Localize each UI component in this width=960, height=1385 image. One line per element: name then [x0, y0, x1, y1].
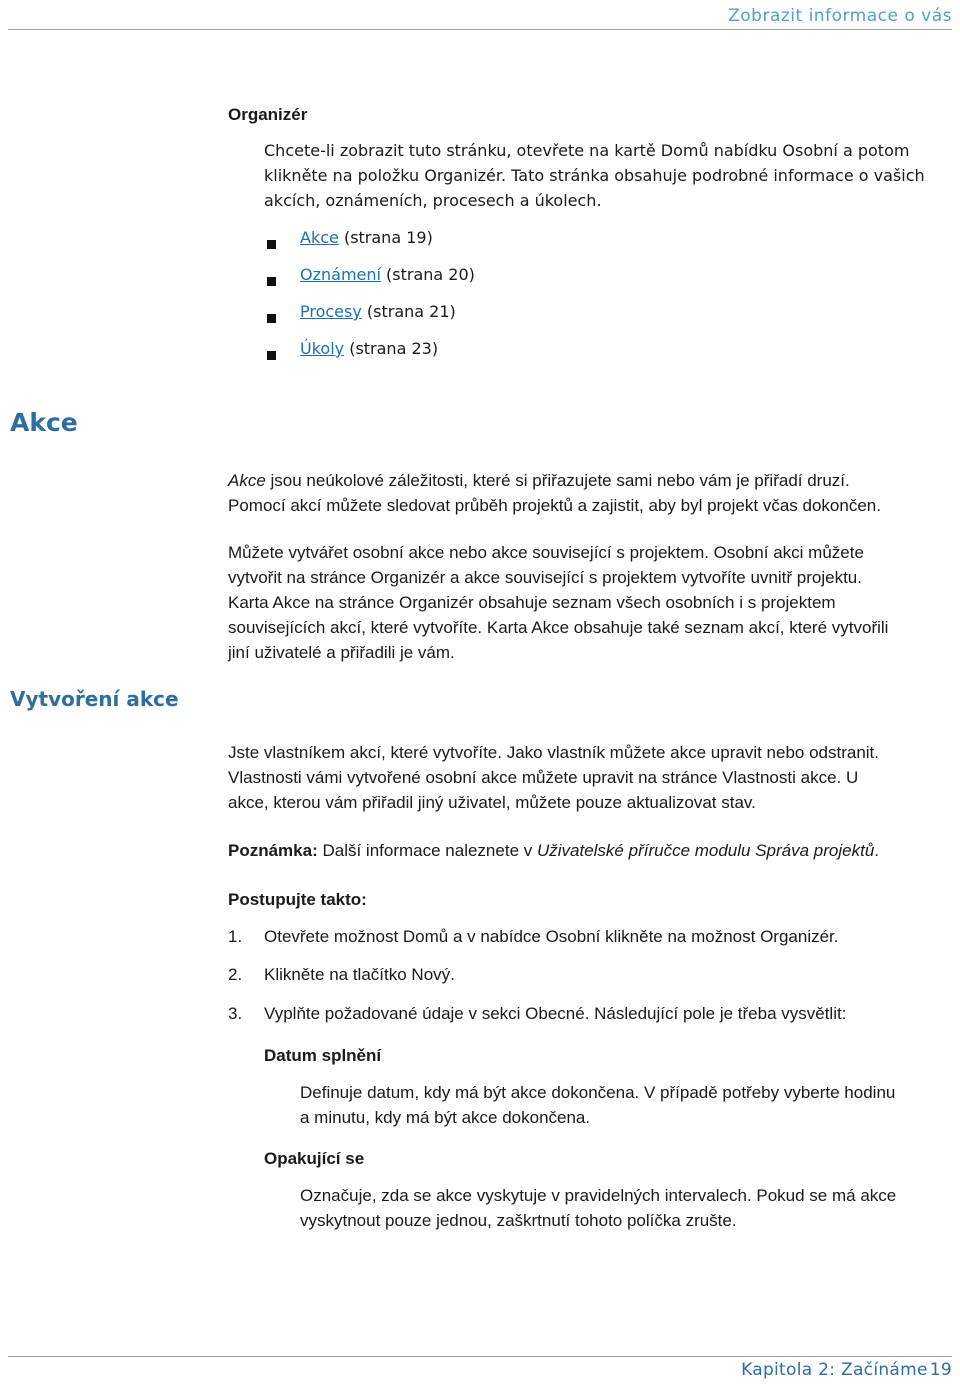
field-name-datum-splneni: Datum splnění — [264, 1046, 382, 1065]
running-header: Zobrazit informace o vás — [728, 6, 952, 26]
step-text: Vyplňte požadované údaje v sekci Obecné. Následující pole je třeba vysvětlit: — [264, 1004, 847, 1023]
field-description: Označuje, zda se akce vyskytuje v pravidelných intervalech. Pokud se má akce vyskytnout pouze jednou, zaškrtnutí tohoto políčka zrušte. — [300, 1186, 897, 1230]
list-item — [300, 225, 433, 250]
bullet-icon — [267, 240, 276, 249]
page-ref: (strana 23) — [344, 339, 439, 358]
page-ref: (strana 19) — [338, 228, 433, 247]
list-item — [300, 336, 438, 361]
akce-paragraph-2: Můžete vytvářet osobní akce nebo akce související s projektem. Osobní akci můžete vytvořit na stránce Organizér a akce související s projektem vytvoříte uvnitř projektu. Karta Akce na stránce Organizér obsahuje seznam všech osobních i s projektem souvisejících akcí, které vytvoříte. Karta Akce obsahuje také seznam akcí, které vytvořili jiní uživatelé a přiřadili je vám. — [228, 543, 889, 662]
bullet-icon — [267, 277, 276, 286]
intro-line: akcích, oznámeních, procesech a úkolech. — [264, 191, 602, 210]
link-ukoly[interactable]: Úkoly — [300, 339, 345, 358]
field-name-opakujici-se: Opakující se — [264, 1149, 365, 1168]
vytvoreni-heading: Vytvoření akce — [10, 687, 179, 711]
term-akce: Akce — [228, 471, 266, 490]
step-number: 2. — [228, 965, 243, 984]
chapter-title: Kapitola 2: Začínáme — [741, 1360, 928, 1380]
akce-heading: Akce — [10, 408, 78, 437]
link-oznameni[interactable]: Oznámení — [300, 265, 381, 284]
bullet-icon — [267, 314, 276, 323]
organizer-intro — [264, 138, 954, 213]
step-number: 1. — [228, 927, 243, 946]
step-number: 3. — [228, 1004, 243, 1023]
list-item — [300, 262, 475, 287]
guide-title: Uživatelské příručce modulu Správa projektů — [536, 841, 875, 860]
akce-paragraph-1: Akce jsou neúkolové záležitosti, které si přiřazujete sami nebo vám je přiřadí druzí. Pomocí akcí můžete sledovat průběh projektů a zajistit, aby byl projekt včas dokončen. — [228, 471, 881, 515]
footer-rule — [8, 1356, 952, 1357]
step-text: Klikněte na tlačítko Nový. — [264, 965, 455, 984]
vytvoreni-paragraph: Jste vlastníkem akcí, které vytvoříte. Jako vlastník můžete akce upravit nebo odstranit. Vlastnosti vámi vytvořené osobní akce můžete upravit na stránce Vlastnosti akce. U akce, kterou vám přiřadil jiný uživatel, můžete pouze aktualizovat stav. — [228, 743, 880, 812]
running-footer — [741, 1360, 952, 1380]
page-ref: (strana 21) — [361, 302, 456, 321]
note: Poznámka: Další informace naleznete v Uživatelské příručce modulu Správa projektů. — [228, 841, 880, 860]
organizer-heading: Organizér — [228, 105, 308, 124]
steps-heading: Postupujte takto: — [228, 890, 367, 909]
list-item — [300, 299, 456, 324]
header-rule — [8, 29, 952, 30]
page-ref: (strana 20) — [380, 265, 475, 284]
link-procesy[interactable]: Procesy — [300, 302, 362, 321]
intro-line: Chcete-li zobrazit tuto stránku, otevřete na kartě Domů nabídku Osobní a potom — [264, 141, 910, 160]
field-description: Definuje datum, kdy má být akce dokončena. V případě potřeby vyberte hodinu a minutu, kdy má být akce dokončena. — [300, 1083, 896, 1127]
step-text: Otevřete možnost Domů a v nabídce Osobní klikněte na možnost Organizér. — [264, 927, 839, 946]
note-label: Poznámka: — [228, 841, 318, 860]
bullet-icon — [267, 351, 276, 360]
page-number: 19 — [929, 1360, 952, 1380]
link-akce[interactable]: Akce — [300, 228, 339, 247]
intro-line: klikněte na položku Organizér. Tato stránka obsahuje podrobné informace o vašich — [264, 166, 925, 185]
